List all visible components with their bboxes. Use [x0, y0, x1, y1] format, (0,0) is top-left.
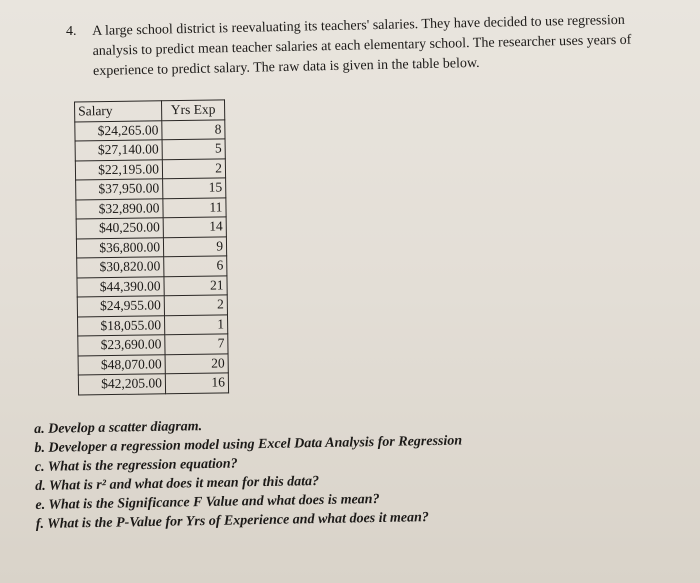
- question-line: experience to predict salary. The raw data is given in the table below.: [92, 55, 480, 79]
- salary-cell: $23,690.00: [78, 335, 165, 356]
- table-header-row: [40, 100, 225, 122]
- salary-cell: $30,820.00: [77, 257, 164, 278]
- years-cell: 11: [163, 197, 226, 217]
- question-text: [92, 9, 700, 82]
- years-cell: 20: [165, 353, 228, 373]
- table-row: [44, 353, 229, 375]
- part-c: c. What is the regression equation?: [34, 456, 238, 475]
- salary-cell: $27,140.00: [75, 140, 162, 161]
- question-parts: [34, 409, 676, 534]
- years-cell: 2: [164, 295, 227, 315]
- table-row: [42, 256, 227, 278]
- header-salary: Salary: [75, 101, 162, 122]
- table-row: [41, 197, 226, 219]
- salary-cell: $40,250.00: [76, 218, 163, 239]
- part-f: f. What is the P-Value for Yrs of Experience and what does it mean?: [35, 510, 429, 532]
- salary-cell: $48,070.00: [78, 354, 165, 375]
- salary-cell: $44,390.00: [77, 276, 164, 297]
- salary-table: [40, 99, 229, 395]
- years-cell: 8: [162, 119, 225, 139]
- question-line: A large school district is reevaluating its teachers' salaries. They have decided to use regression: [92, 12, 625, 39]
- years-cell: 15: [163, 178, 226, 198]
- salary-cell: $36,800.00: [76, 237, 163, 258]
- years-cell: 2: [162, 158, 225, 178]
- years-cell: 6: [164, 256, 227, 276]
- years-cell: 16: [165, 373, 228, 393]
- table-row: [42, 236, 227, 258]
- part-d: d. What is r² and what does it mean for this data?: [35, 474, 320, 494]
- question-number: 4.: [66, 24, 77, 39]
- salary-cell: $42,205.00: [78, 374, 165, 395]
- salary-cell: $37,950.00: [76, 179, 163, 200]
- years-cell: 14: [163, 217, 226, 237]
- question-line: analysis to predict mean teacher salaries at each elementary school. The researcher uses years of: [92, 32, 632, 59]
- salary-cell: $24,955.00: [77, 296, 164, 317]
- salary-cell: $32,890.00: [76, 198, 163, 219]
- table-row: [42, 217, 227, 239]
- years-cell: 5: [162, 139, 225, 159]
- salary-cell: $24,265.00: [75, 120, 162, 141]
- part-e: e. What is the Significance F Value and what does is mean?: [35, 491, 380, 513]
- part-a: a. Develop a scatter diagram.: [34, 419, 203, 437]
- table-row: [40, 119, 225, 141]
- part-b: b. Developer a regression model using Excel Data Analysis for Regression: [34, 433, 463, 456]
- table-row: [42, 275, 227, 297]
- years-cell: 9: [163, 236, 226, 256]
- salary-cell: $18,055.00: [77, 315, 164, 336]
- years-cell: 1: [164, 314, 227, 334]
- table-row: [41, 139, 226, 161]
- table-row: [41, 158, 226, 180]
- table-body: [40, 119, 228, 395]
- years-cell: 21: [164, 275, 227, 295]
- table-row: [43, 334, 228, 356]
- table-row: [43, 295, 228, 317]
- table-row: [43, 314, 228, 336]
- table-row: [41, 178, 226, 200]
- table-row: [44, 373, 229, 395]
- header-years: Yrs Exp: [161, 100, 224, 120]
- salary-cell: $22,195.00: [75, 159, 162, 180]
- years-cell: 7: [165, 334, 228, 354]
